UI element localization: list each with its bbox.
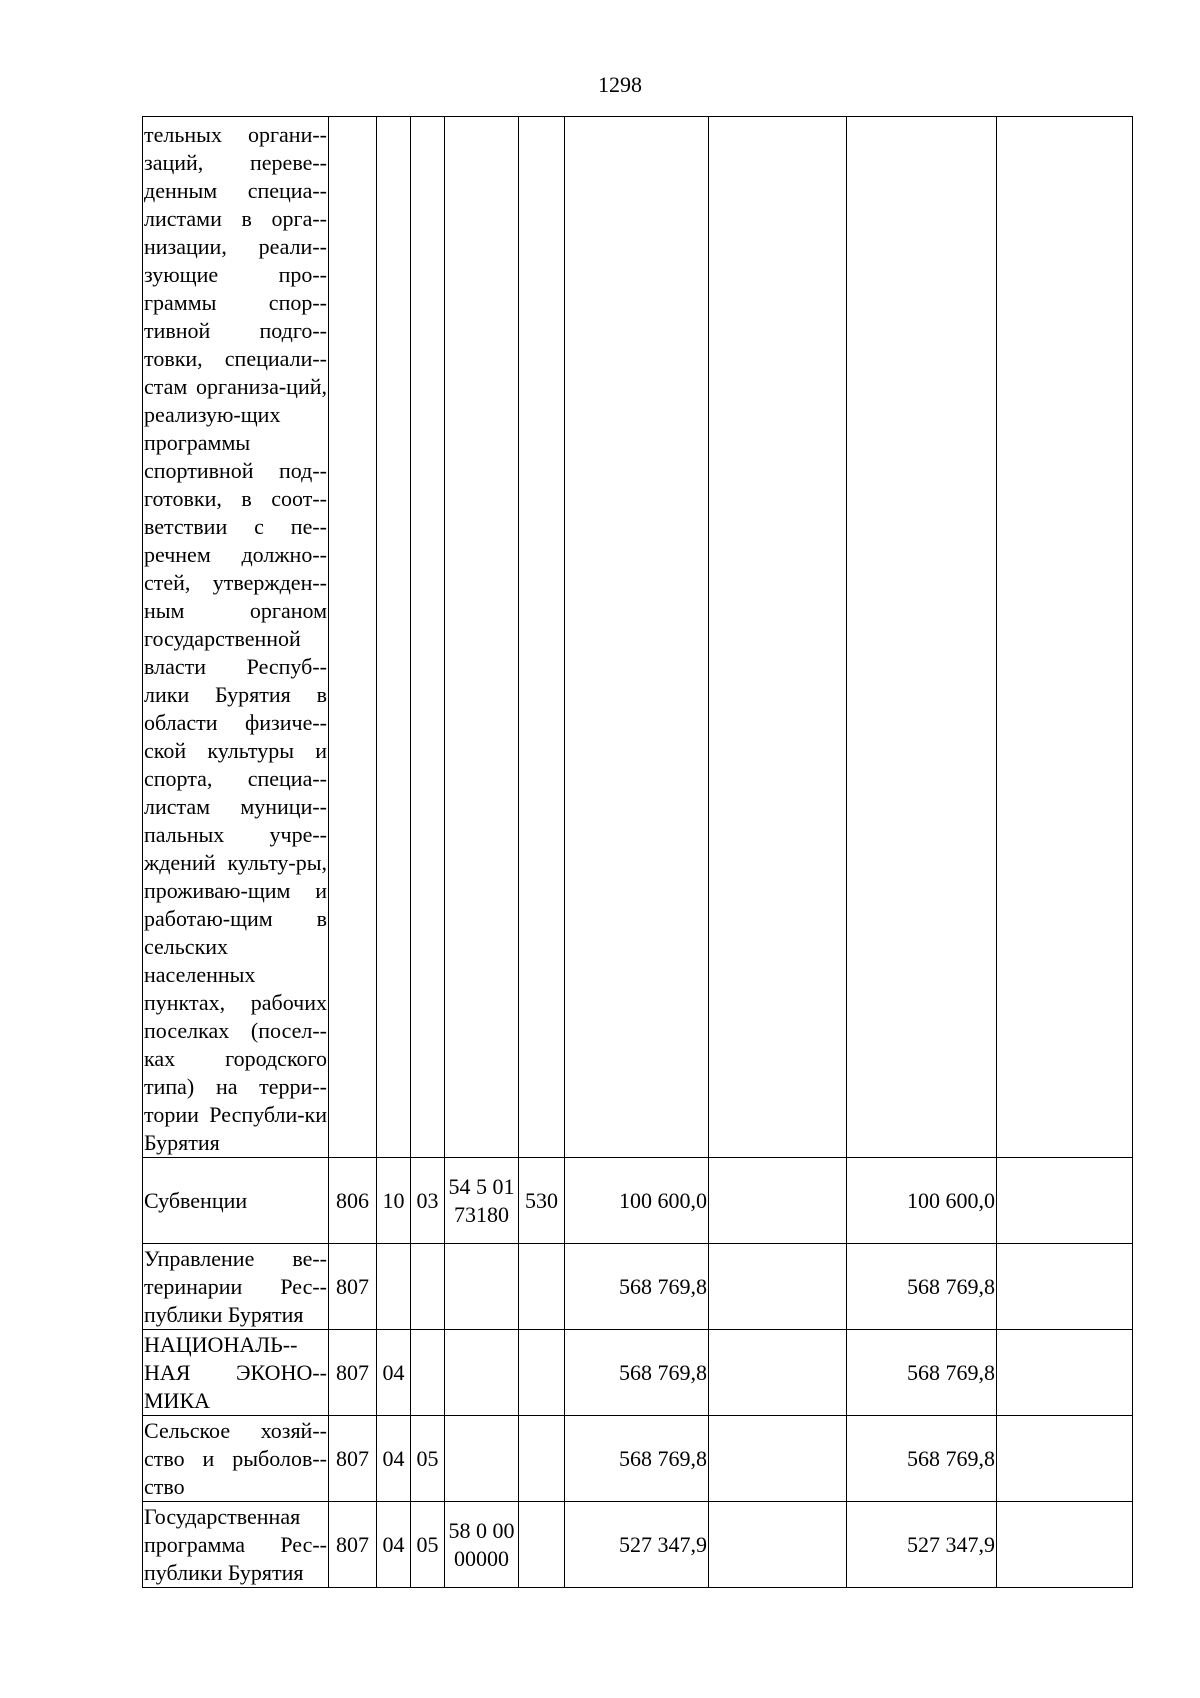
row-republic: 568 769,8	[847, 1330, 997, 1416]
row-rz: 04	[377, 1416, 411, 1502]
table-row	[143, 1502, 1133, 1588]
row-total: 100 600,0	[565, 1158, 709, 1244]
row-grbs: 807	[329, 1330, 377, 1416]
row-pr: 05	[411, 1502, 445, 1588]
row-pr	[411, 1330, 445, 1416]
row-rz: 04	[377, 1502, 411, 1588]
row-republic: 568 769,8	[847, 1244, 997, 1330]
row-name: НАЦИОНАЛЬ-НАЯ ЭКОНО-МИКА	[143, 1330, 329, 1416]
row-total: 568 769,8	[565, 1416, 709, 1502]
row-republic	[847, 117, 997, 1158]
row-total: 527 347,9	[565, 1502, 709, 1588]
row-csr: 54 5 01 73180	[445, 1158, 519, 1244]
row-republic: 568 769,8	[847, 1416, 997, 1502]
page-number: 1298	[598, 72, 642, 97]
table-row	[143, 1416, 1133, 1502]
row-rz	[377, 1244, 411, 1330]
row-csr	[445, 1244, 519, 1330]
table-row	[143, 1158, 1133, 1244]
row-csr	[445, 117, 519, 1158]
row-vr: 530	[519, 1158, 565, 1244]
row-csr: 58 0 00 00000	[445, 1502, 519, 1588]
row-federal	[709, 1416, 847, 1502]
table-row	[143, 117, 1133, 1158]
row-pr: 05	[411, 1416, 445, 1502]
row-pr	[411, 117, 445, 1158]
row-grbs: 807	[329, 1244, 377, 1330]
row-vr	[519, 1502, 565, 1588]
row-vr	[519, 1244, 565, 1330]
row-vr	[519, 1330, 565, 1416]
row-extra	[997, 1330, 1133, 1416]
table-row	[143, 1330, 1133, 1416]
row-grbs: 807	[329, 1416, 377, 1502]
row-grbs	[329, 117, 377, 1158]
row-name: тельных органи-заций, переве-денным специа-листами в орга-низации, реали-зующие про-граммы спор-тивной подго-товки, специали-стам организа-ций, реализую-щих программы спортивной под-готовки, в соот-ветствии с пе-речнем должно-стей, утвержден-ным органом государственной власти Респуб-лики Бурятия в области физиче-ской культуры и спорта, специа-листам муници-пальных учре-ждений культу-ры, проживаю-щим и работаю-щим в сельских населенных пунктах, рабочих поселках (посел-ках городского типа) на терри-тории Республи-ки Бурятия	[143, 117, 329, 1158]
row-extra	[997, 117, 1133, 1158]
row-total	[565, 117, 709, 1158]
row-extra	[997, 1502, 1133, 1588]
row-federal	[709, 1158, 847, 1244]
row-pr	[411, 1244, 445, 1330]
row-name: Субвенции	[143, 1158, 329, 1244]
row-republic: 527 347,9	[847, 1502, 997, 1588]
budget-table	[142, 116, 1133, 1588]
row-name: Государственная программа Рес-публики Бурятия	[143, 1502, 329, 1588]
row-grbs: 806	[329, 1158, 377, 1244]
row-csr	[445, 1416, 519, 1502]
row-extra	[997, 1158, 1133, 1244]
row-rz: 04	[377, 1330, 411, 1416]
row-republic: 100 600,0	[847, 1158, 997, 1244]
row-federal	[709, 117, 847, 1158]
row-rz: 10	[377, 1158, 411, 1244]
row-federal	[709, 1502, 847, 1588]
row-grbs: 807	[329, 1502, 377, 1588]
row-pr: 03	[411, 1158, 445, 1244]
row-federal	[709, 1330, 847, 1416]
row-total: 568 769,8	[565, 1244, 709, 1330]
row-name: Управление ве-теринарии Рес-публики Бурятия	[143, 1244, 329, 1330]
row-extra	[997, 1416, 1133, 1502]
table-row	[143, 1244, 1133, 1330]
row-rz	[377, 117, 411, 1158]
row-vr	[519, 117, 565, 1158]
row-csr	[445, 1330, 519, 1416]
row-name: Сельское хозяй-ство и рыболов-ство	[143, 1416, 329, 1502]
row-vr	[519, 1416, 565, 1502]
row-federal	[709, 1244, 847, 1330]
row-total: 568 769,8	[565, 1330, 709, 1416]
row-extra	[997, 1244, 1133, 1330]
